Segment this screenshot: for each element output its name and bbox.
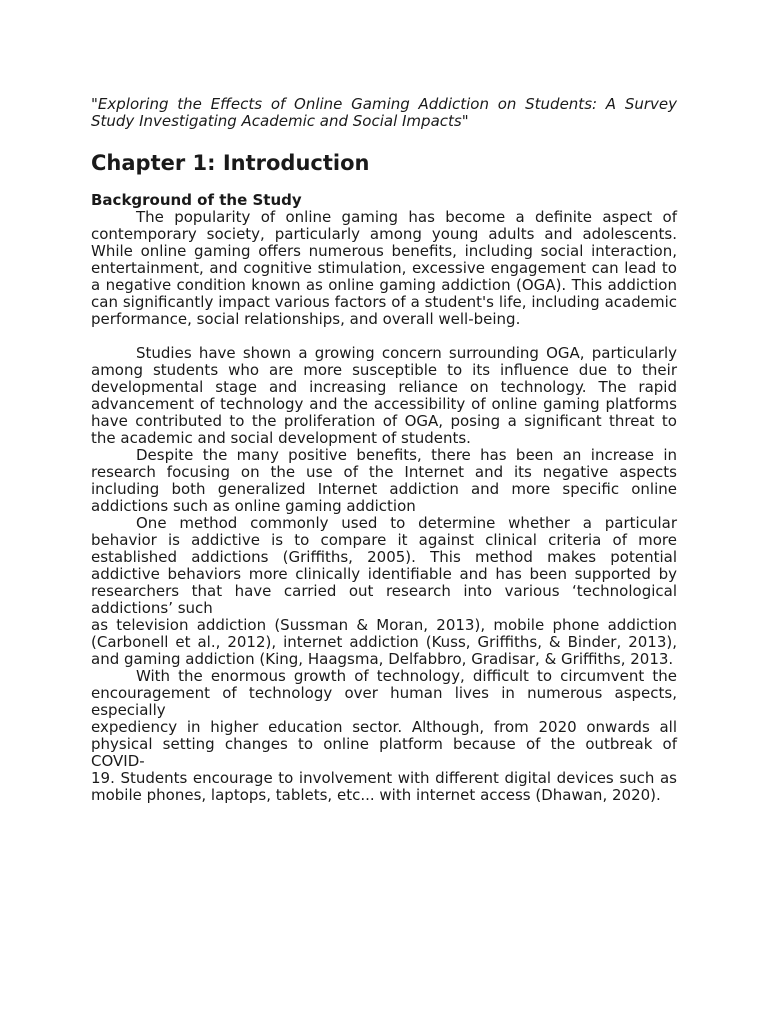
paragraph: Studies have shown a growing concern surrounding OGA, particularly among students who are more susceptible to its influence due to their developmental stage and increasing reliance on technology. The rapid advancement of technology and the accessibility of online gaming platforms have contributed to the proliferation of OGA, posing a significant threat to the academic and social development of students. [91, 344, 677, 447]
paragraph: The popularity of online gaming has become a definite aspect of contemporary society, particularly among young adults and adolescents. While online gaming offers numerous benefits, including social interaction, entertainment, and cognitive stimulation, excessive engagement can lead to a negative condition known as online gaming addiction (OGA). This addiction can significantly impact various factors of a student's life, including academic performance, social relationships, and overall well-being. [91, 208, 677, 328]
paragraph: With the enormous growth of technology, difficult to circumvent the encouragement of technology over human lives in numerous aspects, especially [91, 667, 677, 719]
paragraph: Despite the many positive benefits, there has been an increase in research focusing on the use of the Internet and its negative aspects including both generalized Internet addiction and more specific online addictions such as online gaming addiction [91, 446, 677, 515]
section-heading: Background of the Study [91, 191, 302, 209]
paragraph: as television addiction (Sussman & Moran, 2013), mobile phone addiction (Carbonell et al., 2012), internet addiction (Kuss, Griffiths, & Binder, 2013), and gaming addiction (King, Haagsma, Delfabbro, Gradisar, & Griffiths, 2013. [91, 616, 677, 668]
document-body [91, 192, 677, 804]
paragraph: 19. Students encourage to involvement with different digital devices such as mobile phones, laptops, tablets, etc... with internet access (Dhawan, 2020). [91, 769, 677, 804]
paragraph: expediency in higher education sector. Although, from 2020 onwards all physical setting changes to online platform because of the outbreak of COVID- [91, 718, 677, 770]
chapter-heading: Chapter 1: Introduction [91, 151, 370, 175]
paragraph: One method commonly used to determine whether a particular behavior is addictive is to compare it against clinical criteria of more established addictions (Griffiths, 2005). This method makes potential addictive behaviors more clinically identifiable and has been supported by researchers that have carried out research into various ‘technological addictions’ such [91, 514, 677, 617]
document-title: "Exploring the Effects of Online Gaming Addiction on Students: A Survey Study Investigating Academic and Social Impacts" [91, 95, 677, 130]
paragraph-spacer [91, 328, 677, 345]
